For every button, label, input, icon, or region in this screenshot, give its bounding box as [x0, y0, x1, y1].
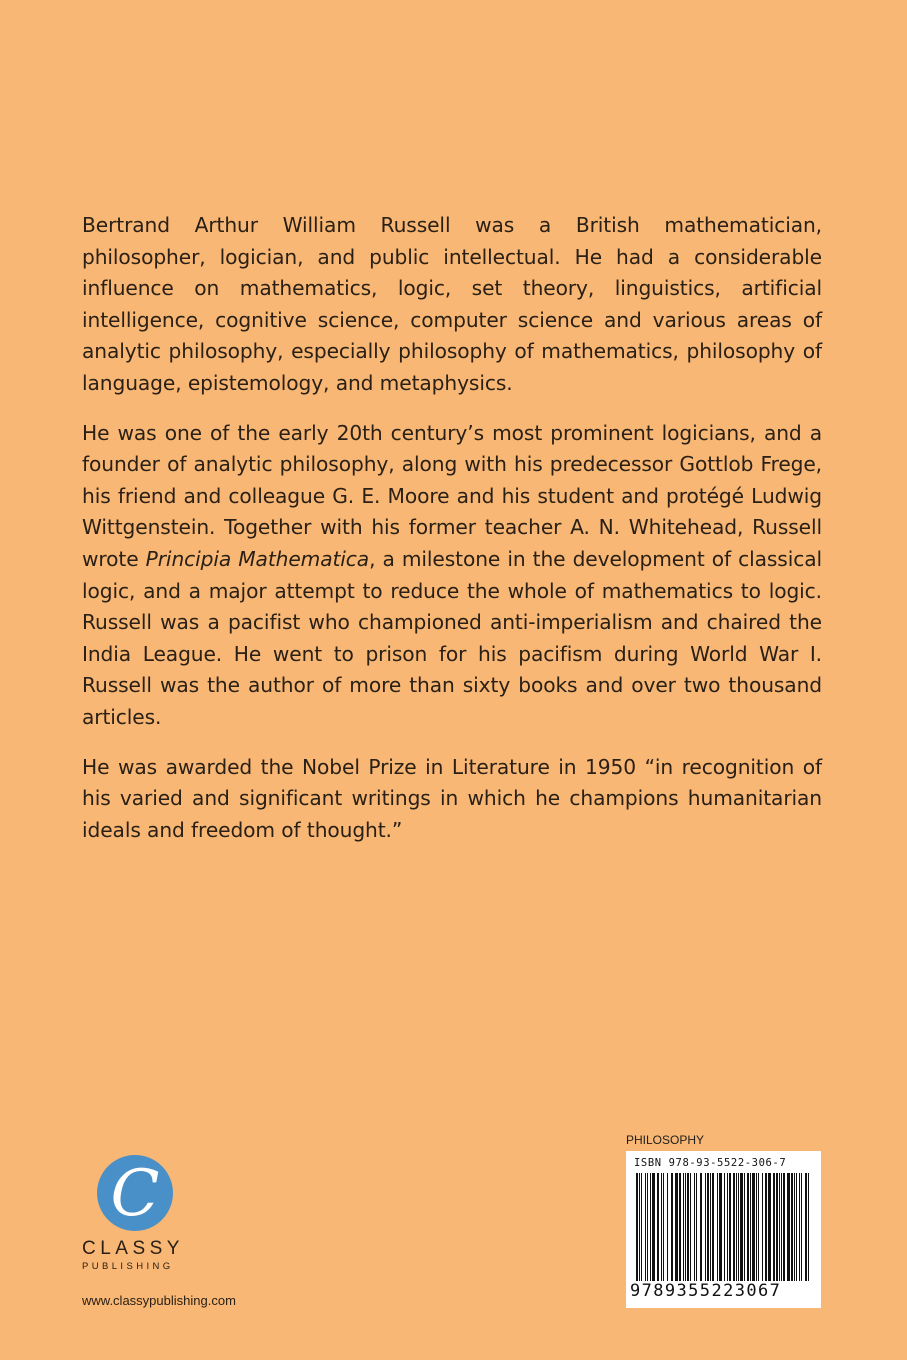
barcode-bar [787, 1173, 790, 1281]
barcode-bar [675, 1173, 678, 1281]
publisher-website: www.classypublishing.com [82, 1293, 236, 1308]
barcode-bar [738, 1173, 739, 1281]
barcode-bar [781, 1173, 782, 1281]
barcode-bar [696, 1173, 697, 1281]
barcode-bar [729, 1173, 731, 1281]
barcode-bar [773, 1173, 775, 1281]
barcode-bar [799, 1173, 800, 1281]
blurb-paragraph-2 [82, 418, 822, 734]
barcode-bar [796, 1173, 797, 1281]
barcode-bar [661, 1173, 662, 1281]
barcode-bar [765, 1173, 767, 1281]
barcode-bar [639, 1173, 640, 1281]
barcode-bar [717, 1173, 718, 1281]
barcode-bar [794, 1173, 795, 1281]
publisher-subtitle: PUBLISHING [82, 1261, 174, 1272]
barcode-bar [808, 1173, 809, 1281]
blurb-paragraph-1: Bertrand Arthur William Russell was a British mathematician, philosopher, logician, and public intellectual. He had a considerable influence on mathematics, logic, set theory, linguistics, artificial intelligence, cognitive science, computer science and various areas of analytic philosophy, especially philosophy of mathematics, philosophy of language, epistemology, and metaphysics. [82, 213, 822, 395]
isbn-label: ISBN 978-93-5522-306-7 [634, 1157, 787, 1169]
barcode-bar [801, 1173, 802, 1281]
barcode-bar [758, 1173, 759, 1281]
barcode-bar [740, 1173, 743, 1281]
category-label: PHILOSOPHY [626, 1133, 705, 1147]
barcode-bar [645, 1173, 646, 1281]
barcode-bar [650, 1173, 651, 1281]
publisher-name: CLASSY [82, 1238, 184, 1259]
barcode-bar [750, 1173, 751, 1281]
barcode-bar [724, 1173, 725, 1281]
barcode-bar [700, 1173, 702, 1281]
barcode-bar [762, 1173, 763, 1281]
barcode-bar [779, 1173, 780, 1281]
barcode-bar [752, 1173, 755, 1281]
barcode-bar [710, 1173, 711, 1281]
barcode-bar [776, 1173, 778, 1281]
barcode-bar [768, 1173, 771, 1281]
barcode-bar [641, 1173, 642, 1281]
barcode-bar [719, 1173, 722, 1281]
barcode-bars [634, 1173, 813, 1281]
logo-letter: C [110, 1157, 160, 1231]
isbn-barcode [626, 1151, 821, 1308]
barcode-bar [791, 1173, 793, 1281]
barcode-bar [733, 1173, 735, 1281]
barcode-bar [707, 1173, 709, 1281]
book-title-italic: Principia Mathematica [145, 546, 370, 571]
barcode-bar [679, 1173, 681, 1281]
barcode-bar [736, 1173, 737, 1281]
barcode-bar [683, 1173, 684, 1281]
barcode-bar [636, 1173, 638, 1281]
barcode-bar [690, 1173, 691, 1281]
blurb-paragraph-2-start: He was one of the early 20th century’s most prominent logicians, and a founder of analytic philosophy, along with his predecessor Gottlob Frege, his friend and colleague G. E. Moore and his student and protégé Ludwig Wittgenstein. Together with his former teacher A. N. Whitehead, Russell wrote [82, 420, 822, 571]
barcode-bar [727, 1173, 728, 1281]
barcode-bar [667, 1173, 668, 1281]
barcode-bar [687, 1173, 689, 1281]
barcode-bar [712, 1173, 714, 1281]
isbn-digits: 9789355223067 [630, 1281, 782, 1301]
barcode-bar [657, 1173, 659, 1281]
barcode-bar [663, 1173, 664, 1281]
barcode-bar [747, 1173, 749, 1281]
barcode-bar [671, 1173, 673, 1281]
barcode-bar [685, 1173, 686, 1281]
back-cover-blurb [82, 210, 822, 864]
barcode-bar [756, 1173, 757, 1281]
barcode-bar [805, 1173, 807, 1281]
blurb-paragraph-2-end: , a milestone in the development of classical logic, and a major attempt to reduce the whole of mathematics to logic. Russell was a pacifist who championed anti-imperialism and chaired the India League. He went to prison for his pacifism during World War I. Russell was the author of more than sixty books and over two thousand articles. [82, 546, 822, 729]
barcode-bar [647, 1173, 648, 1281]
barcode-bar [783, 1173, 785, 1281]
blurb-paragraph-3: He was awarded the Nobel Prize in Literature in 1950 “in recognition of his varied and significant writings in which he champions humanitarian ideals and freedom of thought.” [82, 754, 822, 842]
barcode-bar [652, 1173, 655, 1281]
barcode-bar [744, 1173, 745, 1281]
barcode-bar [705, 1173, 706, 1281]
barcode-bar [694, 1173, 695, 1281]
